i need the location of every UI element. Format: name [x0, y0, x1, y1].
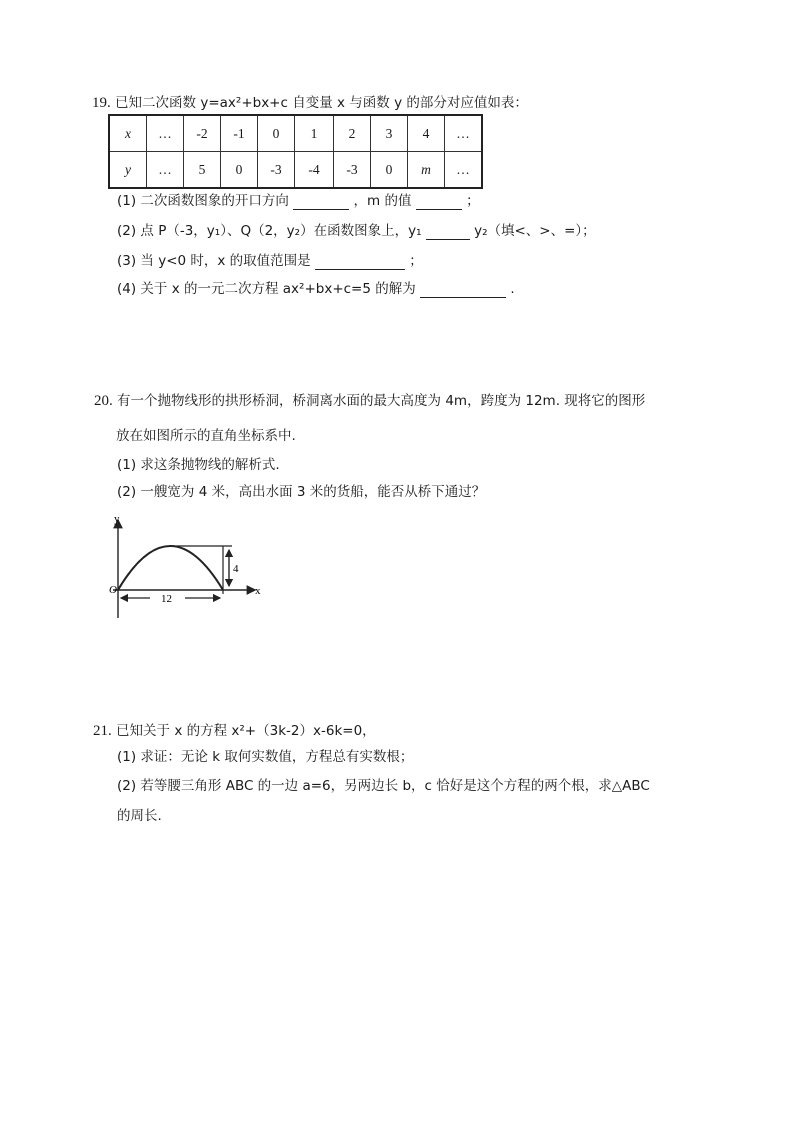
parabola-curve: [118, 546, 223, 590]
answer-blank[interactable]: [315, 255, 405, 270]
q19-part-1-text-c: ；: [466, 193, 480, 209]
table-cell: 4: [408, 115, 445, 152]
q19-part-2-text-b: y₂（填<、>、=）；: [474, 223, 596, 239]
table-cell: 0: [221, 152, 258, 189]
table-cell: …: [445, 152, 483, 189]
q19-part-1: [117, 192, 480, 210]
q21-part-2-text-cont: 的周长.: [117, 808, 162, 824]
table-cell: -3: [258, 152, 295, 189]
table-cell: 2: [334, 115, 371, 152]
q21-part-2-continued: [117, 807, 162, 825]
table-cell: 0: [371, 152, 408, 189]
answer-blank[interactable]: [293, 195, 349, 210]
q19-part-1-text: (1) 二次函数图象的开口方向: [117, 193, 289, 209]
table-cell: 5: [184, 152, 221, 189]
q19-stem: [92, 94, 528, 112]
q21-part-1-text: (1) 求证：无论 k 取何实数值，方程总有实数根；: [117, 749, 414, 765]
table-cell: …: [147, 115, 184, 152]
table-cell: -4: [295, 152, 334, 189]
q19-stem-text: 已知二次函数 y=ax²+bx+c 自变量 x 与函数 y 的部分对应值如表：: [115, 95, 528, 111]
q19-part-3: [117, 252, 423, 270]
q20-number: 20.: [94, 393, 113, 409]
parabola-arch-figure: [105, 510, 275, 625]
table-row-x: [109, 115, 482, 152]
q20-part-1-text: (1) 求这条抛物线的解析式.: [117, 457, 280, 473]
table-cell: m: [408, 152, 445, 189]
x-axis-label: x: [255, 585, 261, 597]
q21-part-2: [117, 777, 650, 795]
q19-part-4: [117, 280, 515, 298]
q19-part-3-text: (3) 当 y<0 时，x 的取值范围是: [117, 253, 311, 269]
answer-blank[interactable]: [426, 225, 470, 240]
answer-blank[interactable]: [420, 283, 506, 298]
table-cell: -1: [221, 115, 258, 152]
q19-part-4-text-b: .: [510, 281, 515, 297]
table-cell: …: [147, 152, 184, 189]
table-cell: -3: [334, 152, 371, 189]
q20-stem-line-1: [94, 392, 645, 410]
q19-part-1-text-b: ，m 的值: [353, 193, 412, 209]
q20-part-1: [117, 456, 280, 474]
q19-part-3-text-b: ；: [409, 253, 423, 269]
span-label: 12: [161, 593, 172, 605]
q21-number: 21.: [93, 723, 112, 739]
q19-part-2: [117, 222, 596, 240]
q20-stem-text: 有一个抛物线形的拱形桥洞，桥洞离水面的最大高度为 4m，跨度为 12m. 现将它的图形: [117, 393, 646, 409]
q20-stem-line-2: [116, 427, 296, 445]
q20-stem-text-2: 放在如图所示的直角坐标系中.: [116, 428, 296, 444]
table-cell: 0: [258, 115, 295, 152]
q19-value-table: [108, 114, 483, 189]
q20-part-2-text: (2) 一艘宽为 4 米，高出水面 3 米的货船，能否从桥下通过？: [117, 484, 486, 500]
q21-part-1: [117, 748, 413, 766]
q21-stem-text: 已知关于 x 的方程 x²+（3k-2）x-6k=0，: [116, 723, 376, 739]
origin-label: O: [109, 584, 117, 596]
table-cell: …: [445, 115, 483, 152]
table-cell: 3: [371, 115, 408, 152]
q19-number: 19.: [92, 95, 111, 111]
height-label: 4: [233, 563, 239, 575]
q19-part-2-text: (2) 点 P（-3，y₁）、Q（2，y₂）在函数图象上，y₁: [117, 223, 422, 239]
table-row-y: [109, 152, 482, 189]
q21-stem: [93, 722, 376, 740]
table-cell: -2: [184, 115, 221, 152]
table-cell: y: [109, 152, 147, 189]
q21-part-2-text: (2) 若等腰三角形 ABC 的一边 a=6，另两边长 b，c 恰好是这个方程的两个根，求△ABC: [117, 778, 650, 794]
y-axis-label: y: [114, 513, 120, 525]
table-cell: x: [109, 115, 147, 152]
q19-part-4-text: (4) 关于 x 的一元二次方程 ax²+bx+c=5 的解为: [117, 281, 416, 297]
table-cell: 1: [295, 115, 334, 152]
answer-blank[interactable]: [416, 195, 462, 210]
q20-part-2: [117, 483, 485, 501]
